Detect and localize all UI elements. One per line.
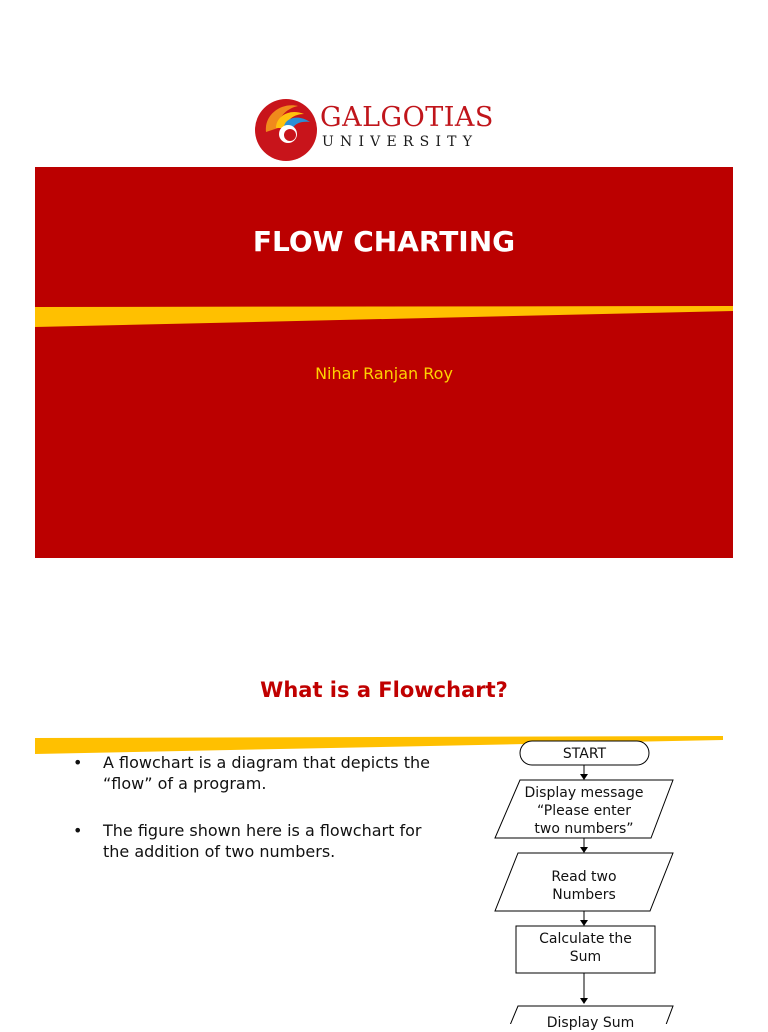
- start-label: START: [562, 746, 607, 762]
- bullet-item: [70, 752, 430, 794]
- logo-wordmark: GALGOTIAS: [320, 102, 494, 133]
- display-message-line-1: Display message: [524, 785, 644, 801]
- bullet-item: [70, 820, 430, 862]
- bullet-dot: •: [73, 821, 83, 840]
- yellow-stripe: [35, 167, 733, 558]
- bullet-text: The figure shown here is a flowchart for the addition of two numbers.: [103, 821, 422, 861]
- swirl-logo-icon: [252, 94, 320, 162]
- slide-title: FLOW CHARTING: [252, 225, 516, 258]
- calculate-line-1: Calculate the: [539, 931, 632, 947]
- display-message-line-3: two numbers”: [534, 821, 634, 837]
- title-slide: [35, 167, 733, 558]
- calculate-line-2: Sum: [569, 949, 602, 965]
- display-sum-label: Display Sum: [546, 1015, 635, 1031]
- author-name: Nihar Ranjan Roy: [315, 364, 453, 383]
- read-line-2: Numbers: [552, 887, 616, 903]
- bullet-dot: •: [73, 753, 83, 772]
- university-logo: [252, 94, 502, 162]
- bullet-text: A flowchart is a diagram that depicts the “flow” of a program.: [103, 753, 430, 793]
- read-line-1: Read two: [551, 869, 617, 885]
- bullet-list: [70, 752, 430, 888]
- slide2-title: What is a Flowchart?: [260, 678, 508, 702]
- logo-subtitle: UNIVERSITY: [322, 134, 479, 150]
- flowchart: [480, 734, 768, 1031]
- display-message-line-2: “Please enter: [536, 803, 632, 819]
